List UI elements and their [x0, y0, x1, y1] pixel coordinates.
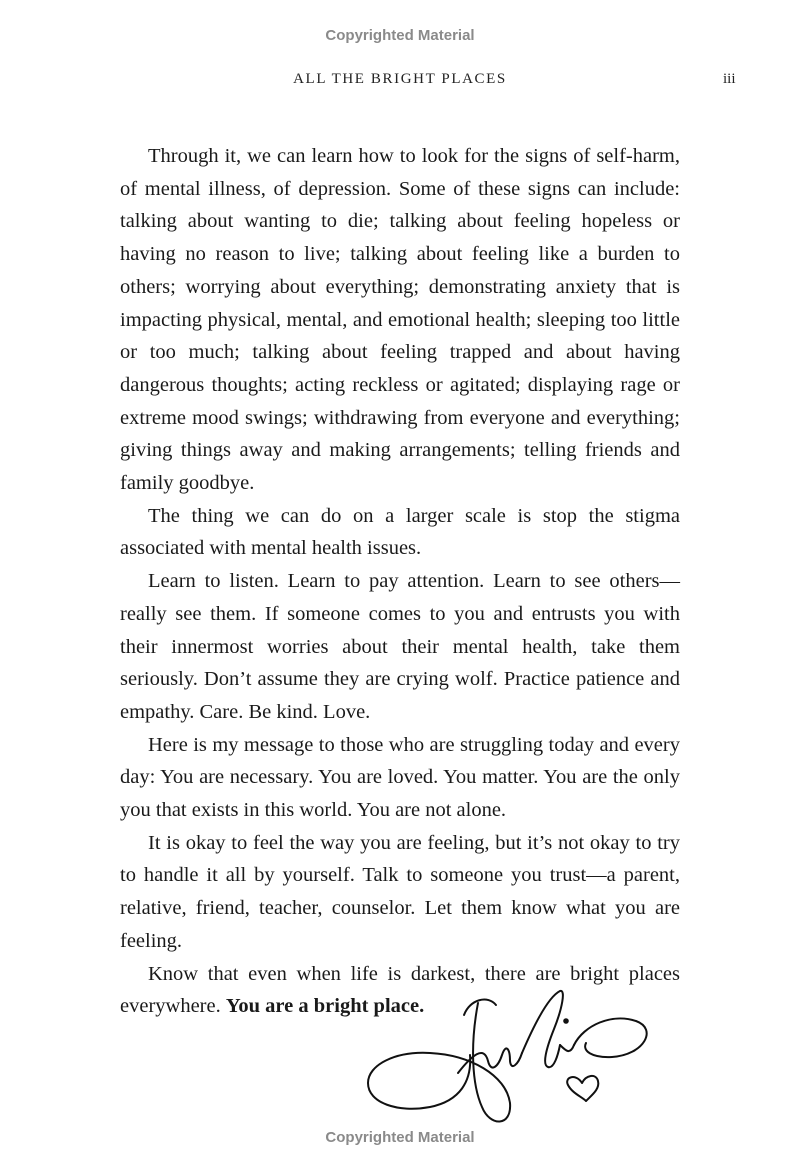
letter-body [120, 140, 680, 1023]
paragraph-warning-signs: Through it, we can learn how to look for the signs of self-harm, of mental illness, of depression. Some of these signs can include: talking about wanting to die; talking about feeling hopeless or having no reason to live; talking about feeling like a burden to others; worrying about everything; demonstrating anxiety that is impacting physical, mental, and emotional health; sleeping too little or too much; talking about feeling trapped and about having dangerous thoughts; acting reckless or agitated; displaying rage or extreme mood swings; withdrawing from everyone and everything; giving things away and making arrangements; telling friends and family goodbye. [120, 145, 680, 495]
paragraph-message: Here is my message to those who are struggling today and every day: You are necessary. You are loved. You matter. You are the only you that exists in this world. You are not alone. [120, 733, 680, 822]
closing-text: Know that even when life is darkest, there are bright places everywhere. [120, 962, 680, 1018]
copyright-watermark-top: Copyrighted Material [325, 27, 475, 44]
copyright-watermark-bottom: Copyrighted Material [325, 1129, 475, 1146]
paragraph-learn-to-listen: Learn to listen. Learn to pay attention. Learn to see others—really see them. If someone comes to you and entrusts you with their innermost worries about their mental health, take them seriously. Don’t assume they are crying wolf. Practice patience and empathy. Care. Be kind. Love. [120, 570, 680, 723]
paragraph-okay-to-feel: It is okay to feel the way you are feeling, but it’s not okay to try to handle it all by yourself. Talk to someone you trust—a parent, relative, friend, teacher, counselor. Let them know what you are feeling. [120, 831, 680, 952]
page-number: iii [723, 71, 736, 87]
handwritten-signature [360, 985, 660, 1135]
running-head-title: ALL THE BRIGHT PLACES [293, 71, 507, 87]
paragraph-stigma: The thing we can do on a larger scale is stop the stigma associated with mental health issues. [120, 504, 680, 560]
closing-bold-text: You are a bright place. [225, 995, 425, 1018]
